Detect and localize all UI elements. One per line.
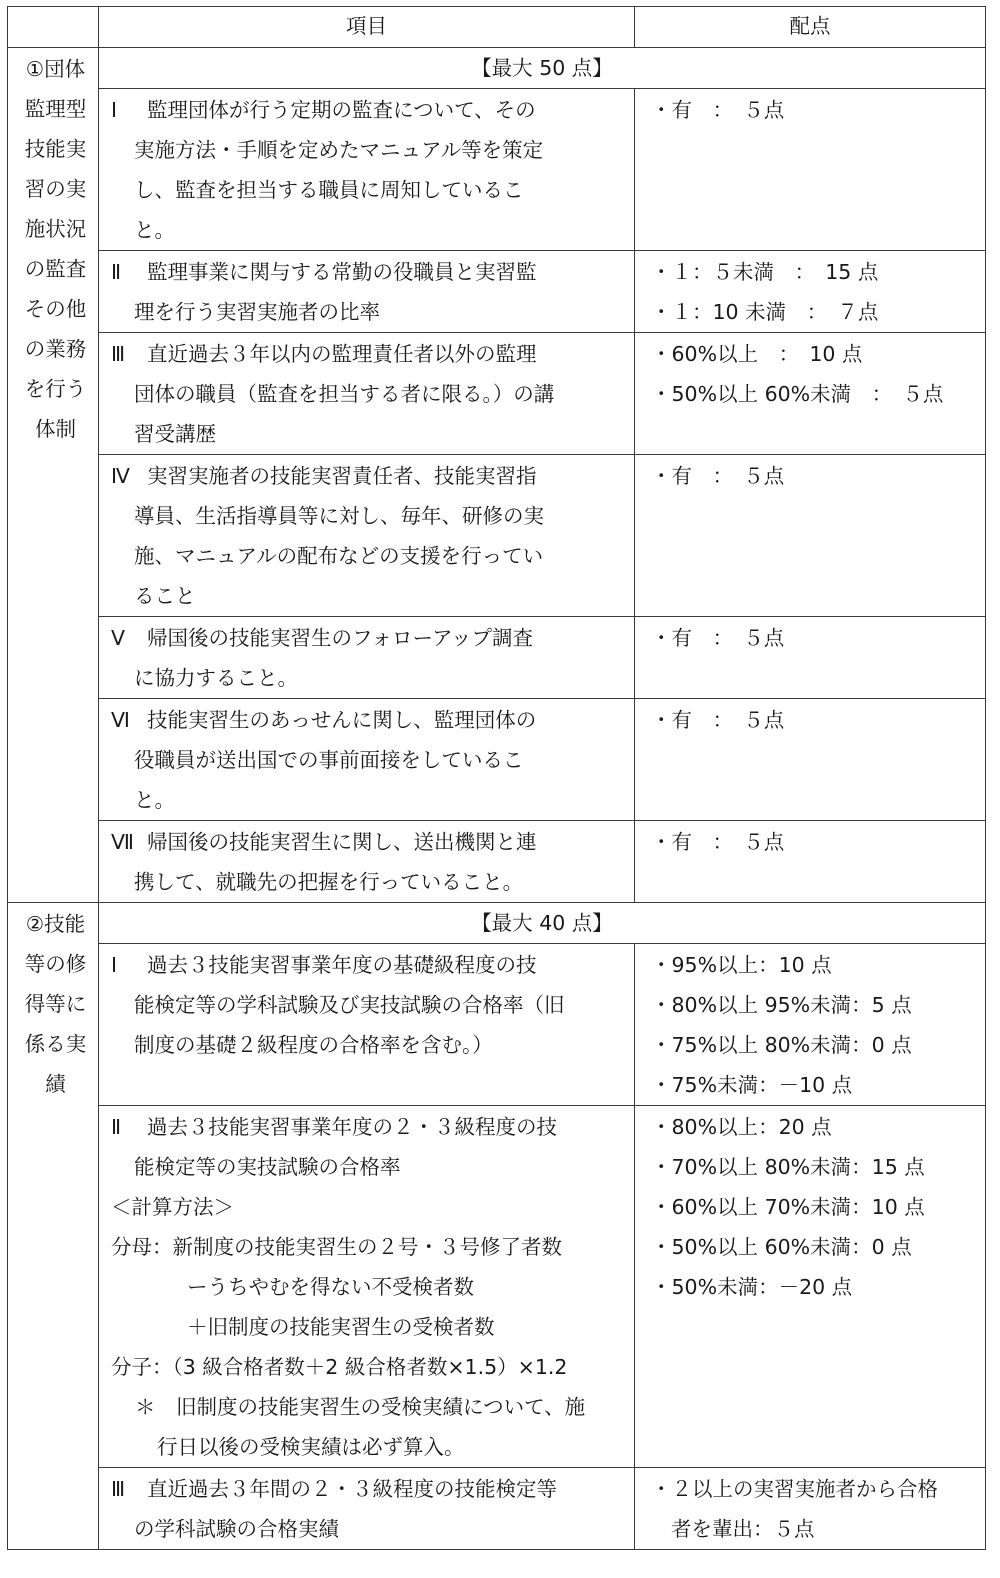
calc-denominator: 分母：新制度の技能実習生の２号・３号修了者数 bbox=[111, 1235, 562, 1259]
s1-item-6-text: Ⅵ 技能実習生のあっせんに関し、監理団体の 役職員が送出国での事前面接をしているこ と。 bbox=[99, 699, 635, 821]
section-1-max-points: 【最大 50 点】 bbox=[99, 48, 986, 89]
s1-item-7-text: Ⅶ 帰国後の技能実習生に関し、送出機関と連 携して、就職先の把握を行っていること。 bbox=[99, 821, 635, 903]
s2-item-3-score: ・２以上の実習実施者から合格 者を輩出：５点 bbox=[635, 1468, 986, 1550]
s1-item-3-text: Ⅲ 直近過去３年以内の監理責任者以外の監理 団体の職員（監査を担当する者に限る。）の講 習受講歴 bbox=[99, 333, 635, 455]
s1-item-1-text: Ⅰ 監理団体が行う定期の監査について、その 実施方法・手順を定めたマニュアル等を策定 し、監査を担当する職員に周知しているこ と。 bbox=[99, 89, 635, 251]
section-1-category: ①団体 監理型 技能実 習の実 施状況 の監査 その他 の業務 を行う 体制 bbox=[8, 48, 99, 903]
section-1-max-row bbox=[8, 48, 986, 89]
s1-item-2-score: ・１：５未満 ： 15 点 ・１：10 未満 ： ７点 bbox=[635, 251, 986, 333]
s2-item-3-text: Ⅲ 直近過去３年間の２・３級程度の技能検定等 の学科試験の合格実績 bbox=[99, 1468, 635, 1550]
s1-item-5-score: ・有 ： ５点 bbox=[635, 617, 986, 699]
s1-item-2-text: Ⅱ 監理事業に関与する常勤の役職員と実習監 理を行う実習実施者の比率 bbox=[99, 251, 635, 333]
header-items: 項目 bbox=[99, 7, 635, 48]
s1-item-7-score: ・有 ： ５点 bbox=[635, 821, 986, 903]
s1-item-5-text: Ⅴ 帰国後の技能実習生のフォローアップ調査 に協力すること。 bbox=[99, 617, 635, 699]
s1-item-3 bbox=[8, 333, 986, 455]
section-2-category: ②技能 等の修 得等に 係る実 績 bbox=[8, 903, 99, 1550]
section-2-max-points: 【最大 40 点】 bbox=[99, 903, 986, 944]
calc-note: ＊ 旧制度の技能実習生の受検実績について、施 bbox=[135, 1395, 586, 1419]
s2-item-3 bbox=[8, 1468, 986, 1550]
s2-item-1-text: Ⅰ 過去３技能実習事業年度の基礎級程度の技 能検定等の学科試験及び実技試験の合格率（旧 制度の基礎２級程度の合格率を含む。） bbox=[99, 944, 635, 1106]
s2-item-2-text: Ⅱ 過去３技能実習事業年度の２・３級程度の技 能検定等の実技試験の合格率 ＜計算方法＞ 分母：新制度の技能実習生の２号・３号修了者数 ーうちやむを得ない不受検者数 ＋旧制度の技能実習生の受検者数 分子：（3 級合格者数＋2 級合格者数×1.5）×1.2 ＊ 旧制度の技能実習生の受検実績について、施 行日以後の受検実績は必ず算入。 bbox=[99, 1106, 635, 1468]
s2-item-1-score: ・95%以上：10 点 ・80%以上 95%未満：5 点 ・75%以上 80%未満：0 点 ・75%未満：－10 点 bbox=[635, 944, 986, 1106]
s1-item-1 bbox=[8, 89, 986, 251]
calc-heading: ＜計算方法＞ bbox=[111, 1195, 234, 1219]
s1-item-3-score: ・60%以上 ： 10 点 ・50%以上 60%未満 ： ５点 bbox=[635, 333, 986, 455]
s1-item-4-score: ・有 ： ５点 bbox=[635, 455, 986, 617]
s1-item-2 bbox=[8, 251, 986, 333]
s1-item-7 bbox=[8, 821, 986, 903]
section-2-max-row bbox=[8, 903, 986, 944]
s1-item-5 bbox=[8, 617, 986, 699]
s1-item-4 bbox=[8, 455, 986, 617]
header-blank bbox=[8, 7, 99, 48]
s2-item-2 bbox=[8, 1106, 986, 1468]
s2-item-1 bbox=[8, 944, 986, 1106]
header-row bbox=[8, 7, 986, 48]
header-score: 配点 bbox=[635, 7, 986, 48]
s1-item-1-score: ・有 ： ５点 bbox=[635, 89, 986, 251]
s1-item-6 bbox=[8, 699, 986, 821]
s1-item-6-score: ・有 ： ５点 bbox=[635, 699, 986, 821]
calc-numerator: 分子：（3 級合格者数＋2 級合格者数×1.5）×1.2 bbox=[111, 1355, 568, 1379]
s2-item-2-score: ・80%以上：20 点 ・70%以上 80%未満：15 点 ・60%以上 70%未満：10 点 ・50%以上 60%未満：0 点 ・50%未満：－20 点 bbox=[635, 1106, 986, 1468]
s1-item-4-text: Ⅳ 実習実施者の技能実習責任者、技能実習指 導員、生活指導員等に対し、毎年、研修の実 施、マニュアルの配布などの支援を行ってい ること bbox=[99, 455, 635, 617]
scoring-table bbox=[7, 6, 986, 1550]
